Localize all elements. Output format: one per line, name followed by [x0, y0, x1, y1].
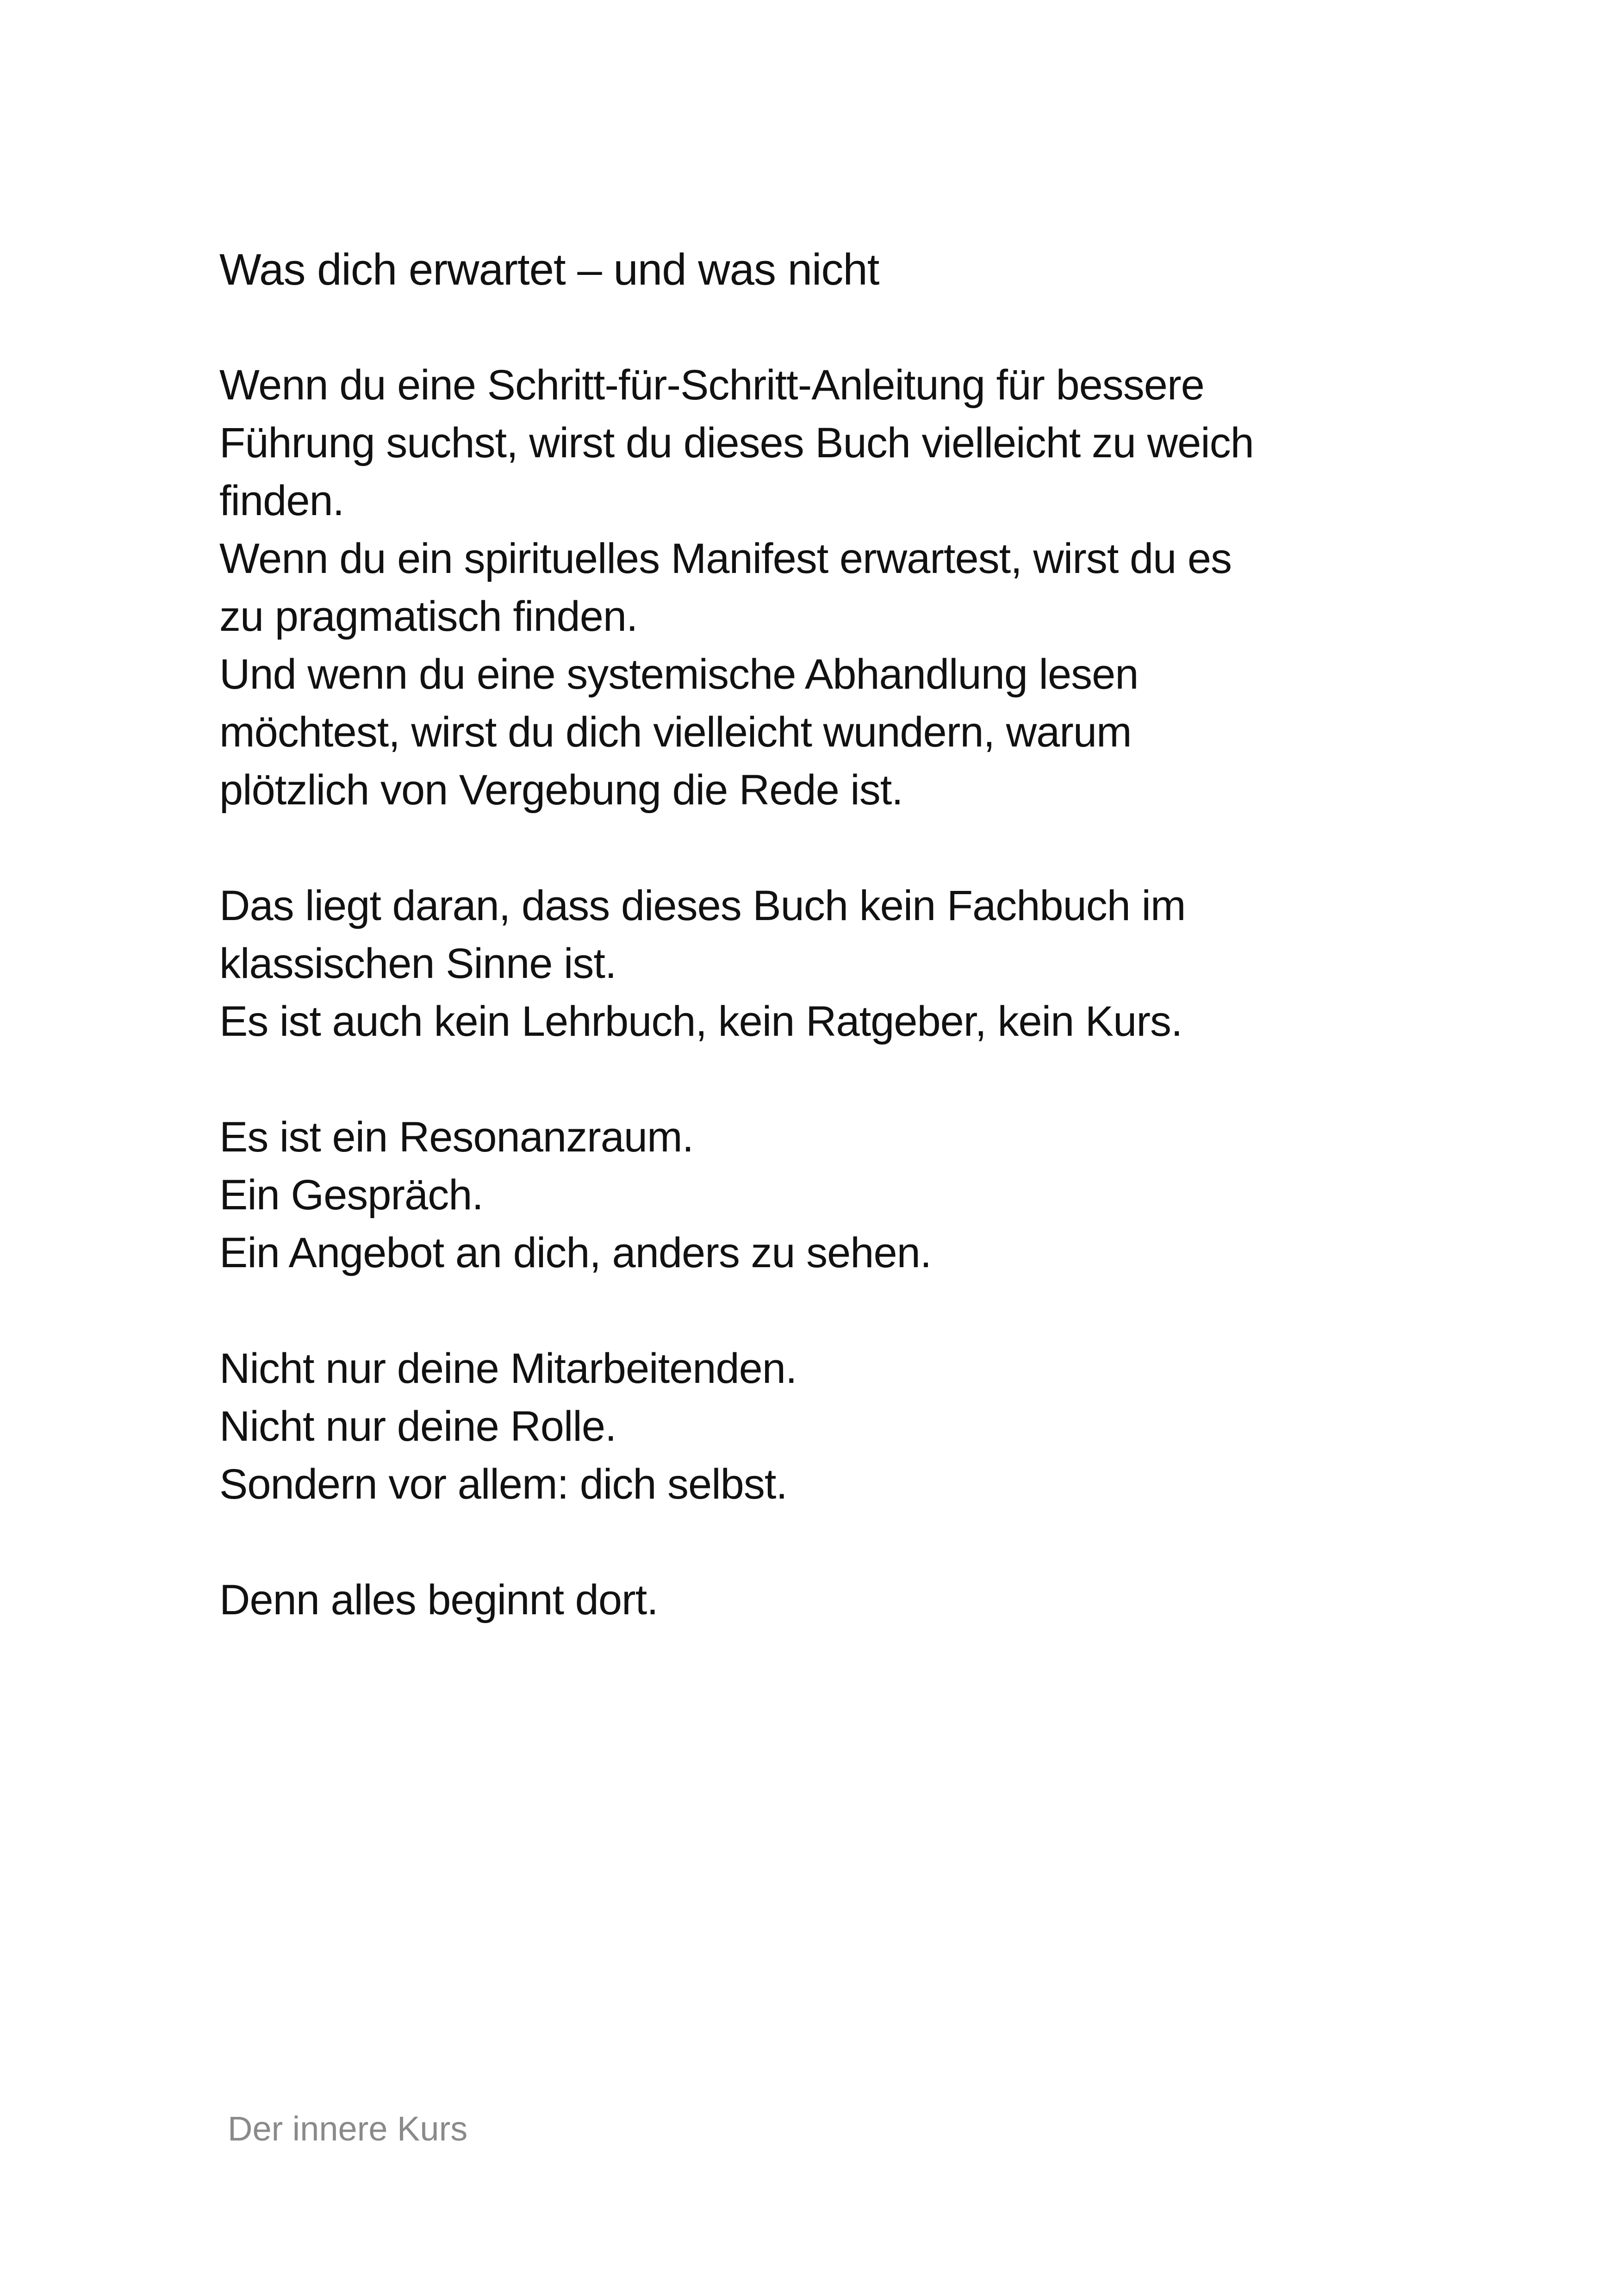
text-line: Nicht nur deine Rolle. — [219, 1403, 616, 1450]
text-line: Es ist auch kein Lehrbuch, kein Ratgeber, kein Kurs. — [219, 998, 1182, 1045]
paragraph-not-a-textbook — [219, 877, 1386, 1051]
text-line: Es ist ein Resonanzraum. — [219, 1114, 694, 1161]
paragraph-resonance — [219, 1108, 1386, 1282]
text-line: Das liegt daran, dass dieses Buch kein Fachbuch im — [219, 882, 1186, 929]
text-line: Führung suchst, wirst du dieses Buch vielleicht zu weich — [219, 419, 1254, 467]
text-line: Sondern vor allem: dich selbst. — [219, 1461, 787, 1508]
text-line: klassischen Sinne ist. — [219, 940, 616, 987]
text-line: Wenn du ein spirituelles Manifest erwartest, wirst du es — [219, 535, 1232, 582]
paragraph-yourself — [219, 1340, 1386, 1513]
page-content — [219, 241, 1386, 1687]
text-line: Ein Angebot an dich, anders zu sehen. — [219, 1229, 932, 1276]
text-line: plötzlich von Vergebung die Rede ist. — [219, 766, 903, 814]
text-line: zu pragmatisch finden. — [219, 593, 638, 640]
text-line: Denn alles beginnt dort. — [219, 1576, 658, 1624]
paragraph-expectations — [219, 356, 1386, 819]
running-footer: Der innere Kurs — [228, 2109, 468, 2148]
text-line: möchtest, wirst du dich vielleicht wundern, warum — [219, 709, 1132, 756]
text-line: Und wenn du eine systemische Abhandlung lesen — [219, 651, 1139, 698]
text-line: finden. — [219, 477, 344, 524]
text-line: Wenn du eine Schritt-für-Schritt-Anleitung für bessere — [219, 361, 1204, 409]
paragraph-conclusion — [219, 1571, 1386, 1629]
text-line: Nicht nur deine Mitarbeitenden. — [219, 1345, 797, 1392]
text-line: Ein Gespräch. — [219, 1171, 483, 1219]
chapter-title: Was dich erwartet – und was nicht — [219, 245, 879, 294]
